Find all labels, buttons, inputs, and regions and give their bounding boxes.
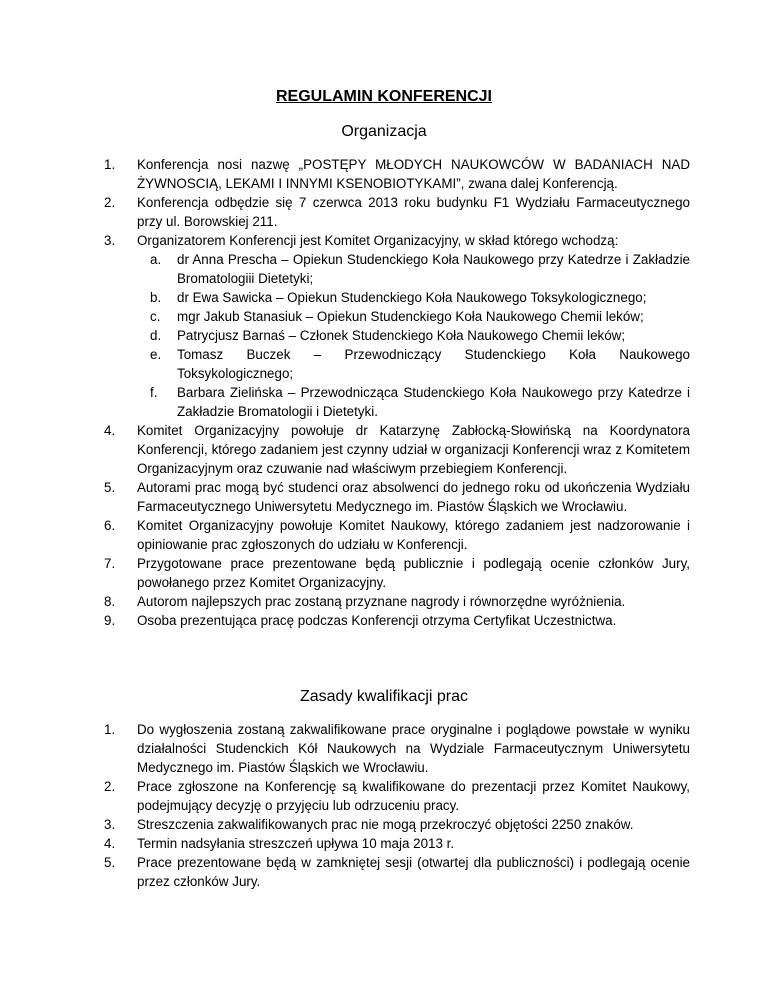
item-number: 3.	[104, 233, 116, 248]
item-text: Autorom najlepszych prac zostaną przyznane nagrody i równorzędne wyróżnienia.	[137, 594, 626, 609]
list-item	[104, 834, 690, 853]
item-number: 4.	[104, 836, 116, 851]
list-item	[104, 853, 690, 891]
item-text: Przygotowane prace prezentowane będą publicznie i podlegają ocenie członków Jury, powołanego przez Komitet Organizacyjny.	[137, 556, 690, 590]
sublist-item	[150, 307, 690, 326]
committee-sublist	[104, 250, 690, 421]
item-text: Osoba prezentująca pracę podczas Konferencji otrzyma Certyfikat Uczestnictwa.	[137, 613, 617, 628]
document-title: REGULAMIN KONFERENCJI	[275, 88, 492, 105]
item-text: Komitet Organizacyjny powołuje dr Katarzynę Zabłocką-Słowińską na Koordynatora Konferencji, którego zadaniem jest czynny udział w organizacji Konferencji wraz z Komitetem Organizacyjnym oraz czuwanie nad właściwym przebiegiem Konferencji.	[137, 423, 690, 476]
item-number: 1.	[104, 157, 116, 172]
sublist-item	[150, 250, 690, 288]
item-number: 6.	[104, 518, 116, 533]
subitem-text: dr Anna Prescha – Opiekun Studenckiego Koła Naukowego przy Katedrze i Zakładzie Bromatologiii Dietetyki;	[177, 252, 690, 286]
list-item	[104, 155, 690, 193]
item-text: Konferencja nosi nazwę „POSTĘPY MŁODYCH NAUKOWCÓW W BADANIACH NAD ŻYWNOSCIĄ, LEKAMI I INNYMI KSENOBIOTYKAMI”, zwana dalej Konferencją.	[137, 157, 690, 191]
subitem-text: Barbara Zielińska – Przewodnicząca Studenckiego Koła Naukowego przy Katedrze i Zakładzie Bromatologii i Dietetyki.	[177, 385, 690, 419]
item-number: 5.	[104, 855, 116, 870]
subitem-text: mgr Jakub Stanasiuk – Opiekun Studenckiego Koła Naukowego Chemii leków;	[177, 309, 644, 324]
item-number: 8.	[104, 594, 116, 609]
list-item	[104, 231, 690, 250]
section-heading-organizacja: Organizacja	[341, 123, 427, 140]
item-number: 2.	[104, 779, 116, 794]
list-item	[104, 777, 690, 815]
item-text: Streszczenia zakwalifikowanych prac nie mogą przekroczyć objętości 2250 znaków.	[137, 817, 634, 832]
item-number: 5.	[104, 480, 116, 495]
subitem-text: Tomasz Buczek – Przewodniczący Studenckiego Koła Naukowego Toksykologicznego;	[177, 347, 690, 381]
list-item	[104, 478, 690, 516]
item-number: 7.	[104, 556, 116, 571]
zasady-list	[104, 720, 690, 891]
item-text: Prace zgłoszone na Konferencję są kwalifikowane do prezentacji przez Komitet Naukowy, podejmujący decyzję o przyjęciu lub odrzuceniu pracy.	[137, 779, 690, 813]
list-item	[104, 193, 690, 231]
item-text: Prace prezentowane będą w zamkniętej sesji (otwartej dla publiczności) i podlegają ocenie przez członków Jury.	[137, 855, 690, 889]
item-text: Termin nadsyłania streszczeń upływa 10 maja 2013 r.	[137, 836, 455, 851]
item-text: Do wygłoszenia zostaną zakwalifikowane prace oryginalne i poglądowe powstałe w wyniku działalności Studenckich Kół Naukowych na Wydziale Farmaceutycznym Uniwersytetu Medycznego im. Piastów Śląskich we Wrocławiu.	[137, 722, 690, 775]
list-item	[104, 720, 690, 777]
subitem-letter: f.	[150, 385, 158, 400]
subitem-text: Patrycjusz Barnaś – Członek Studenckiego Koła Naukowego Chemii leków;	[177, 328, 626, 343]
sublist-item	[150, 326, 690, 345]
subitem-letter: e.	[150, 347, 162, 362]
list-item	[104, 554, 690, 592]
item-text: Konferencja odbędzie się 7 czerwca 2013 roku budynku F1 Wydziału Farmaceutycznego przy ul. Borowskiej 211.	[137, 195, 690, 229]
subitem-letter: b.	[150, 290, 162, 305]
sublist-container	[104, 250, 690, 421]
list-item	[104, 611, 690, 630]
section-heading-zasady-kwalifikacji: Zasady kwalifikacji prac	[299, 688, 469, 705]
item-text: Komitet Organizacyjny powołuje Komitet Naukowy, którego zadaniem jest nadzorowanie i opiniowanie prac zgłoszonych do udziału w Konferencji.	[137, 518, 690, 552]
sublist-item	[150, 345, 690, 383]
list-item	[104, 421, 690, 478]
item-number: 2.	[104, 195, 116, 210]
list-item	[104, 815, 690, 834]
subitem-letter: d.	[150, 328, 162, 343]
item-text: Autorami prac mogą być studenci oraz absolwenci do jednego roku od ukończenia Wydziału Farmaceutycznego Uniwersytetu Medycznego im. Piastów Śląskich we Wrocławiu.	[137, 480, 690, 514]
item-number: 3.	[104, 817, 116, 832]
subitem-text: dr Ewa Sawicka – Opiekun Studenckiego Koła Naukowego Toksykologicznego;	[177, 290, 647, 305]
subitem-letter: a.	[150, 252, 162, 267]
list-item	[104, 516, 690, 554]
item-number: 1.	[104, 722, 116, 737]
sublist-item	[150, 288, 690, 307]
organizacja-list	[104, 155, 690, 630]
item-number: 9.	[104, 613, 116, 628]
list-item	[104, 592, 690, 611]
item-text: Organizatorem Konferencji jest Komitet Organizacyjny, w skład którego wchodzą:	[137, 233, 619, 248]
subitem-letter: c.	[150, 309, 161, 324]
sublist-item	[150, 383, 690, 421]
item-number: 4.	[104, 423, 116, 438]
